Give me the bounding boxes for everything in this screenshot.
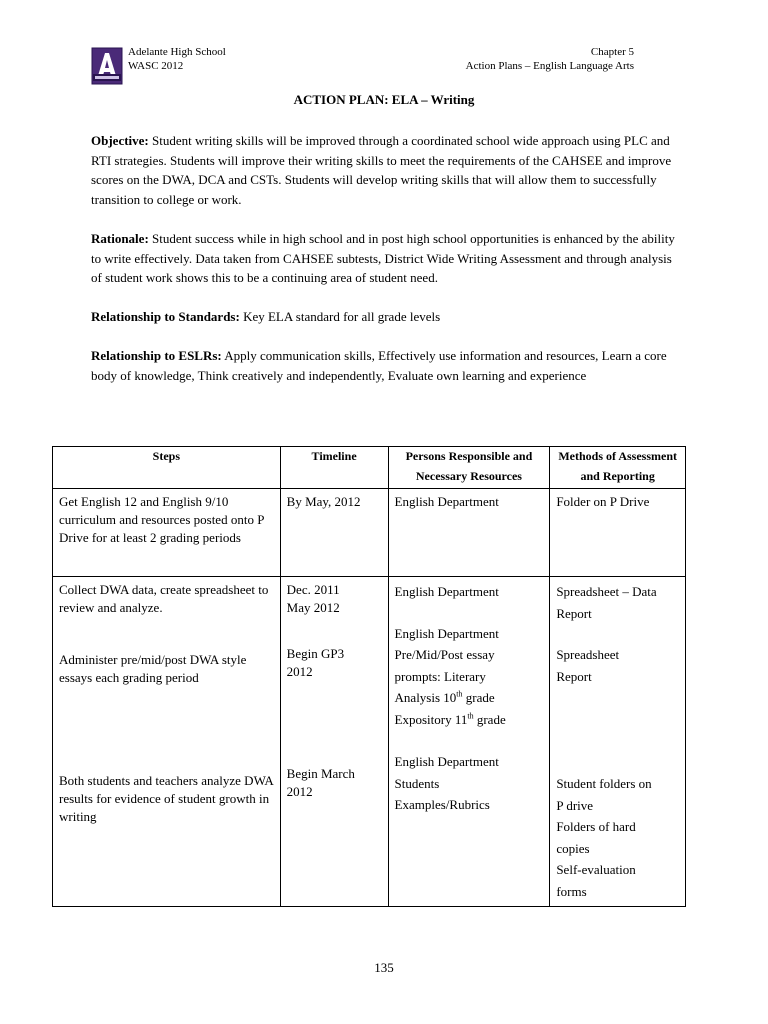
methods-self-eval: Self-evaluation [556,862,636,878]
timeline-begin-gp3: Begin GP3 [286,646,345,662]
methods-spreadsheet: Spreadsheet [556,647,620,663]
page-number: 135 [374,960,394,975]
step-collect-dwa: Collect DWA data, create spreadsheet to review and analyze. [59,582,269,616]
persons-english-dept-a: English Department [394,584,499,600]
table-row [53,577,686,907]
action-plan-table [52,446,686,907]
methods-spreadsheet-data: Spreadsheet – Data [556,584,657,600]
rationale-paragraph [91,229,681,288]
rationale-text: Student success while in high school and in post high school opportunities is enhanced by the ability to write effectively. Data taken from CAHSEE subtests, District Wide Writing Assessment and through analysis of student work shows this to be a continuing area of student need. [91,231,675,286]
methods-report-b: Report [556,668,592,684]
standards-paragraph [91,307,681,327]
methods-copies: copies [556,840,590,856]
persons-analysis: Analysis 10th grade [394,689,495,706]
timeline-2012-c: 2012 [286,784,313,800]
objective-paragraph [91,131,681,209]
school-info [128,45,226,73]
cell-methods [550,577,686,907]
persons-english-dept-c: English Department [394,754,499,770]
eslrs-label: Relationship to ESLRs: [91,348,222,363]
cell-timeline: By May, 2012 [280,489,388,577]
page-header [88,45,634,85]
cell-methods: Folder on P Drive [550,489,686,577]
standards-label: Relationship to Standards: [91,309,240,324]
cell-steps [53,577,281,907]
timeline-dec-2011: Dec. 2011 [286,582,340,598]
persons-expository: Expository 11th grade [394,711,506,727]
persons-students: Students [394,775,440,791]
cell-timeline [280,577,388,907]
wasc-year: WASC 2012 [128,60,184,72]
table-header-row [53,447,686,489]
chapter-label: Chapter 5 [590,46,634,58]
header-persons: Persons Responsible and Necessary Resources [388,447,550,489]
chapter-info [466,45,634,73]
persons-essay: Pre/Mid/Post essay [394,647,495,663]
step-analyze-results: Both students and teachers analyze DWA results for evidence of student growth in writing [59,773,274,825]
persons-english-dept-b: English Department [394,625,499,641]
header-steps: Steps [53,447,281,489]
persons-examples: Examples/Rubrics [394,797,490,813]
timeline-may-2012: May 2012 [286,600,340,616]
page-title: ACTION PLAN: ELA – Writing [293,92,475,107]
persons-prompts: prompts: Literary [394,668,486,684]
methods-p-drive: P drive [556,797,594,813]
cell-persons [388,577,550,907]
objective-text: Student writing skills will be improved through a coordinated school wide approach using PLC and RTI strategies. Students will improve their writing skills to meet the requirements of the CAHSEE and improve scores on the DWA, DCA and CSTs. Students will develop writing skills that will allow them to successfully transition to college or work. [91,133,672,207]
eslrs-text: Apply communication skills, Effectively use information and resources, Learn a core body of knowledge, Think creatively and independently, Evaluate own learning and experience [91,348,667,383]
header-methods: Methods of Assessment and Reporting [550,447,686,489]
table-row [53,489,686,577]
school-name: Adelante High School [128,46,226,58]
cell-persons: English Department [388,489,550,577]
step-administer-essays: Administer pre/mid/post DWA style essays each grading period [59,652,247,686]
methods-folders-hard: Folders of hard [556,819,636,835]
timeline-begin-march: Begin March [286,766,355,782]
rationale-label: Rationale: [91,231,149,246]
cell-steps: Get English 12 and English 9/10 curriculum and resources posted onto P Drive for at least 2 grading periods [53,489,281,577]
section-label: Action Plans – English Language Arts [465,60,634,72]
standards-text: Key ELA standard for all grade levels [239,309,441,324]
methods-forms: forms [556,883,587,899]
methods-report-a: Report [556,605,592,621]
methods-student-folders: Student folders on [556,776,652,792]
header-timeline: Timeline [280,447,388,489]
objective-label: Objective: [91,133,149,148]
timeline-2012-b: 2012 [286,664,313,680]
eslrs-paragraph [91,346,681,385]
school-logo-icon [91,47,123,87]
